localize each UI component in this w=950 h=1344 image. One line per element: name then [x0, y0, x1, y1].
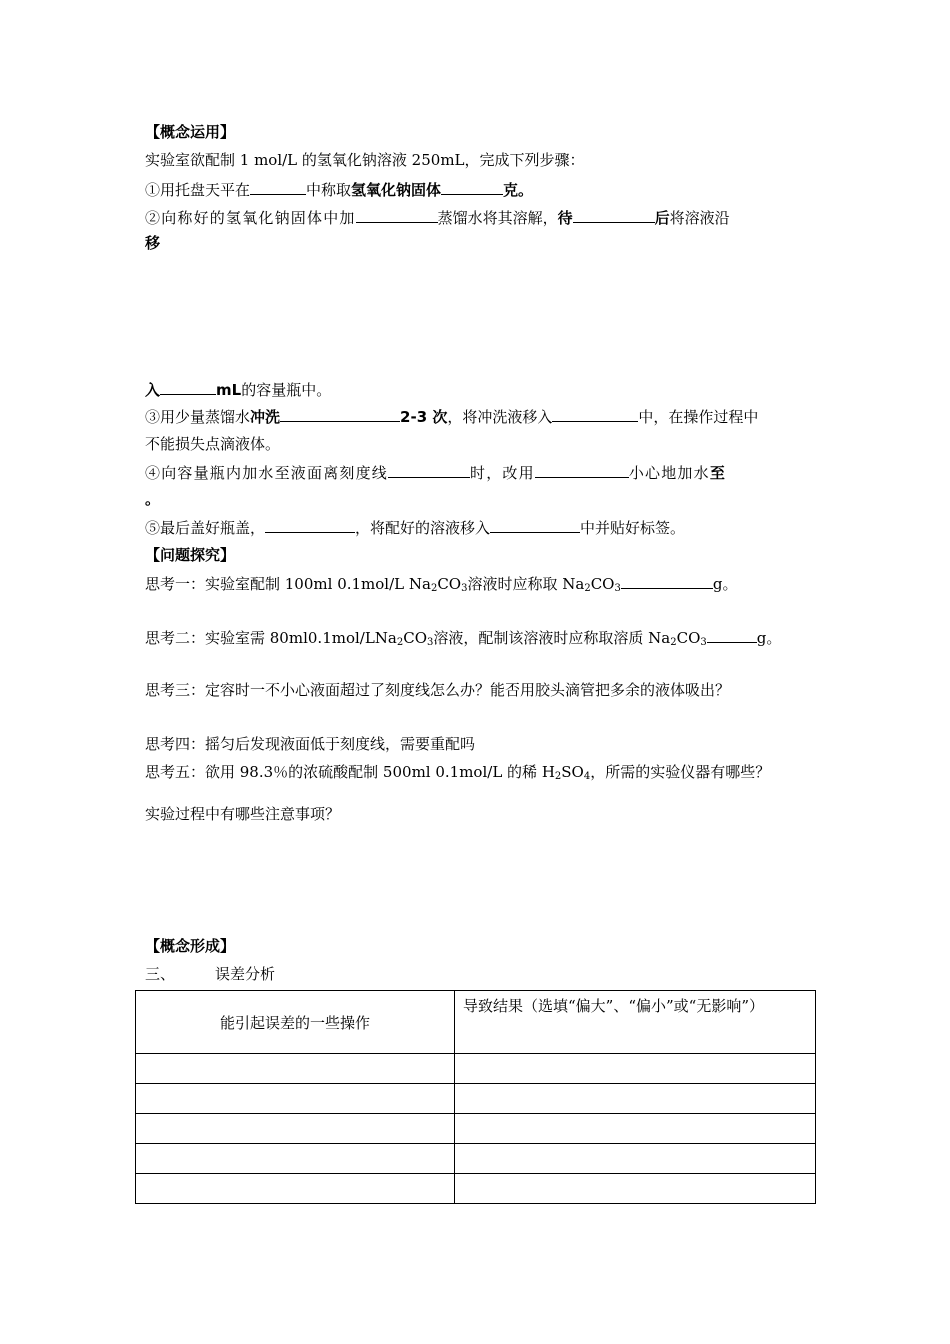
table-header-result: 导致结果（选填“偏大”、“偏小”或“无影响”）: [455, 991, 816, 1054]
table-row: [136, 1174, 816, 1204]
blank-q1[interactable]: [621, 572, 713, 589]
question-3: 思考三：定容时一不小心液面超过了刻度线怎么办？能否用胶头滴管把多余的液体吸出？: [145, 681, 731, 699]
step-2-wrap: 移: [145, 234, 161, 252]
blank-2c[interactable]: [160, 378, 216, 395]
question-2: 思考二：实验室需 $80ml0.1mol/LNa_2CO_3$溶液，配制该溶液时应称取溶质 $Na_2CO_3$ g。: [145, 626, 781, 654]
step-4-wrap: 。: [145, 490, 161, 508]
question-5: 思考五：欲用 98.3％的浓硫酸配制 500ml 0.1mol/L 的稀 $H_2SO_4$，所需的实验仪器有哪些？: [145, 763, 771, 782]
blank-4b[interactable]: [535, 461, 629, 478]
table-cell-result[interactable]: [455, 1114, 816, 1144]
question-1: 思考一：实验室配制 100ml 0.1mol/L $Na_2CO_3$溶液时应称取 $Na_2CO_3$ g。: [145, 572, 737, 600]
table-header-row: [136, 991, 816, 1054]
blank-5b[interactable]: [490, 516, 580, 533]
table-cell-result[interactable]: [455, 1174, 816, 1204]
step-4: ④向容量瓶内加水至液面离刻度线 时，改用 小心地加水至: [145, 461, 725, 484]
table-cell-operation[interactable]: [136, 1114, 455, 1144]
section-title-concept-formation: 【概念形成】: [145, 937, 236, 955]
blank-4a[interactable]: [388, 461, 470, 478]
table-cell-result[interactable]: [455, 1054, 816, 1084]
table-cell-operation[interactable]: [136, 1174, 455, 1204]
blank-1a[interactable]: [250, 178, 306, 195]
table-cell-result[interactable]: [455, 1144, 816, 1174]
blank-5a[interactable]: [265, 516, 355, 533]
table-cell-operation[interactable]: [136, 1054, 455, 1084]
blank-3a[interactable]: [280, 405, 400, 422]
table-cell-result[interactable]: [455, 1084, 816, 1114]
step-2: ②向称好的氢氧化钠固体中加 蒸馏水将其溶解，待 后将溶液沿: [145, 206, 730, 229]
table-cell-operation[interactable]: [136, 1144, 455, 1174]
table-header-operations: 能引起误差的一些操作: [136, 991, 455, 1054]
step-3-wrap: 不能损失点滴液体。: [145, 435, 281, 453]
section-title-concept-use: 【概念运用】: [145, 123, 236, 141]
blank-2a[interactable]: [356, 206, 438, 223]
blank-2b[interactable]: [573, 206, 655, 223]
question-5-continued: 实验过程中有哪些注意事项？: [145, 805, 341, 823]
question-4: 思考四：摇匀后发现液面低于刻度线，需要重配吗: [145, 735, 476, 753]
heading-number: 三、: [145, 965, 176, 983]
section-title-problem-explore: 【问题探究】: [145, 546, 236, 564]
step-2-continued: 入 mL的容量瓶中。: [145, 378, 331, 401]
table-row: [136, 1144, 816, 1174]
table-row: [136, 1054, 816, 1084]
table-row: [136, 1084, 816, 1114]
table-row: [136, 1114, 816, 1144]
step-1: ①用托盘天平在 中称取氢氧化钠固体 克。: [145, 178, 533, 201]
error-analysis-table: [135, 990, 816, 1204]
step-3: ③用少量蒸馏水冲洗 2-3 次，将冲洗液移入 中，在操作过程中: [145, 405, 758, 428]
step-5: ⑤最后盖好瓶盖， ，将配好的溶液移入 中并贴好标签。: [145, 516, 685, 539]
heading-text: 误差分析: [215, 965, 276, 983]
blank-3b[interactable]: [552, 405, 638, 422]
blank-q2[interactable]: [707, 626, 757, 643]
error-analysis-heading: [145, 963, 275, 985]
intro-text: 实验室欲配制 1 mol/L 的氢氧化钠溶液 250mL，完成下列步骤：: [145, 151, 585, 169]
blank-1b[interactable]: [441, 178, 503, 195]
table-cell-operation[interactable]: [136, 1084, 455, 1114]
